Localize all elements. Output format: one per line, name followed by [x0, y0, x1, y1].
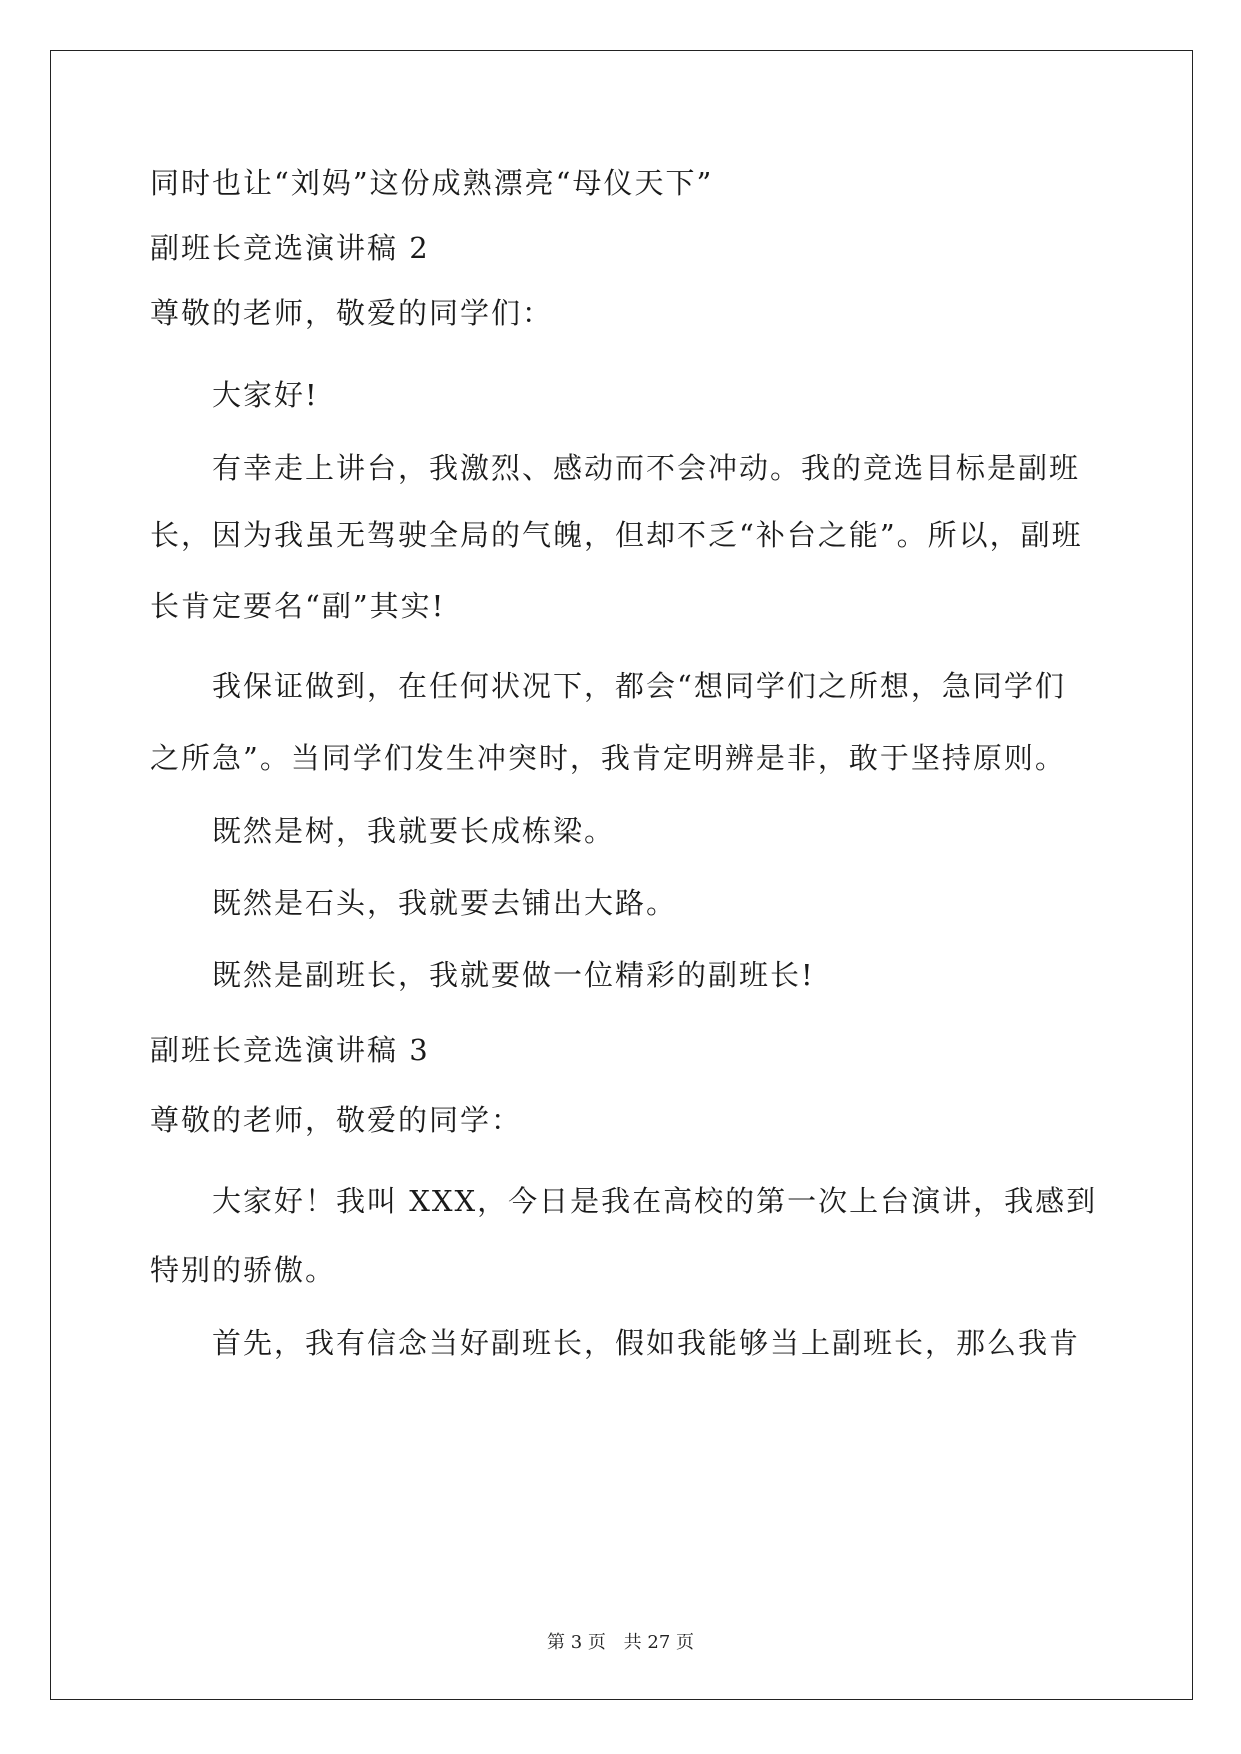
page-footer	[0, 1628, 1241, 1654]
text-line: 既然是石头，我就要去铺出大路。	[212, 886, 678, 920]
salutation: 尊敬的老师，敬爱的同学：	[150, 1103, 523, 1137]
greeting: 大家好!	[212, 378, 319, 412]
salutation: 尊敬的老师，敬爱的同学们：	[150, 296, 554, 330]
text-line: 首先，我有信念当好副班长，假如我能够当上副班长，那么我肯	[212, 1326, 1081, 1360]
text-line: 大家好！我叫 XXX，今日是我在高校的第一次上台演讲，我感到	[212, 1184, 1098, 1218]
text-line: 我保证做到，在任何状况下，都会“想同学们之所想，急同学们	[212, 669, 1066, 703]
text-line: 长肯定要名“副”其实!	[150, 589, 446, 623]
section-heading: 副班长竞选演讲稿 3	[150, 1033, 430, 1067]
text-line: 特别的骄傲。	[150, 1253, 337, 1287]
page-total: 共 27 页	[623, 1632, 694, 1653]
section-heading: 副班长竞选演讲稿 2	[150, 231, 430, 265]
text-line: 有幸走上讲台，我激烈、感动而不会冲动。我的竞选目标是副班	[212, 451, 1081, 485]
text-line: 既然是树，我就要长成栋梁。	[212, 814, 616, 848]
text-line: 长，因为我虽无驾驶全局的气魄，但却不乏“补台之能”。所以，副班	[150, 518, 1083, 552]
text-line: 同时也让“刘妈”这份成熟漂亮“母仪天下”	[150, 166, 714, 200]
page-number: 第 3 页	[547, 1632, 606, 1653]
text-line: 既然是副班长，我就要做一位精彩的副班长!	[212, 958, 815, 992]
text-line: 之所急”。当同学们发生冲突时，我肯定明辨是非，敢于坚持原则。	[150, 741, 1066, 775]
